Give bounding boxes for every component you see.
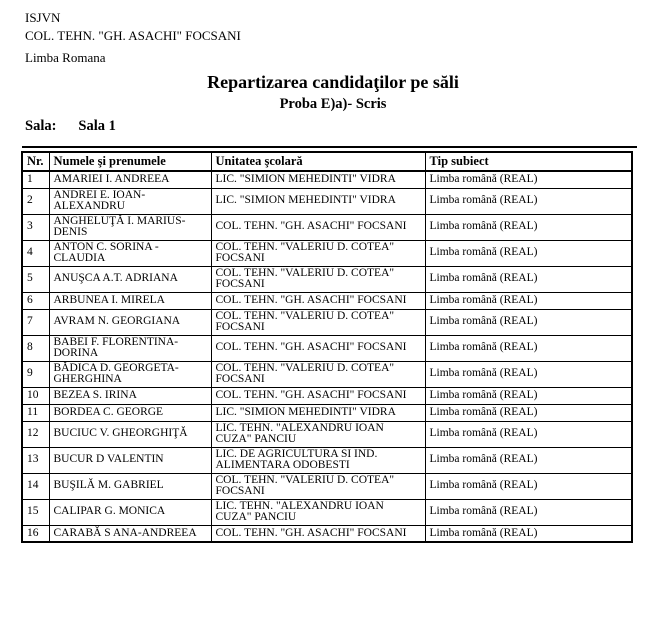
cell-nr: 7: [22, 309, 49, 335]
table-row: [22, 525, 632, 542]
column-header-school: Unitatea şcolară: [211, 152, 425, 171]
cell-subject: Limba română (REAL): [425, 404, 632, 421]
cell-subject: Limba română (REAL): [425, 499, 632, 525]
cell-name: BĂDICA D. GEORGETA-GHERGHINA: [49, 361, 211, 387]
cell-subject: Limba română (REAL): [425, 447, 632, 473]
cell-nr: 10: [22, 387, 49, 404]
table-row: [22, 214, 632, 240]
cell-school: COL. TEHN. "GH. ASACHI" FOCSANI: [211, 214, 425, 240]
cell-subject: Limba română (REAL): [425, 473, 632, 499]
cell-subject: Limba română (REAL): [425, 361, 632, 387]
cell-school: COL. TEHN. "VALERIU D. COTEA" FOCSANI: [211, 240, 425, 266]
cell-nr: 1: [22, 171, 49, 188]
cell-name: BORDEA C. GEORGE: [49, 404, 211, 421]
cell-school: COL. TEHN. "GH. ASACHI" FOCSANI: [211, 292, 425, 309]
cell-school: LIC. "SIMION MEHEDINTI" VIDRA: [211, 404, 425, 421]
column-header-name: Numele şi prenumele: [49, 152, 211, 171]
table-row: [22, 387, 632, 404]
cell-school: LIC. DE AGRICULTURA SI IND. ALIMENTARA ODOBESTI: [211, 447, 425, 473]
cell-subject: Limba română (REAL): [425, 240, 632, 266]
org-name-school: COL. TEHN. "GH. ASACHI" FOCSANI: [25, 28, 241, 43]
cell-school: COL. TEHN. "GH. ASACHI" FOCSANI: [211, 335, 425, 361]
table-row: [22, 188, 632, 214]
cell-nr: 13: [22, 447, 49, 473]
cell-school: COL. TEHN. "GH. ASACHI" FOCSANI: [211, 525, 425, 542]
table-body: [22, 171, 632, 542]
cell-nr: 9: [22, 361, 49, 387]
cell-school: LIC. "SIMION MEHEDINTI" VIDRA: [211, 188, 425, 214]
cell-nr: 5: [22, 266, 49, 292]
table-header-row: [22, 152, 632, 171]
cell-school: LIC. TEHN. "ALEXANDRU IOAN CUZA" PANCIU: [211, 499, 425, 525]
page-title: Repartizarea candidaţilor pe săli: [207, 72, 459, 92]
candidates-table: [21, 151, 633, 543]
cell-subject: Limba română (REAL): [425, 292, 632, 309]
cell-subject: Limba română (REAL): [425, 525, 632, 542]
cell-name: ANTON C. SORINA - CLAUDIA: [49, 240, 211, 266]
org-name-short: ISJVN: [25, 10, 61, 25]
cell-nr: 6: [22, 292, 49, 309]
cell-subject: Limba română (REAL): [425, 387, 632, 404]
cell-name: ARBUNEA I. MIRELA: [49, 292, 211, 309]
cell-name: BABEI F. FLORENTINA-DORINA: [49, 335, 211, 361]
cell-school: COL. TEHN. "VALERIU D. COTEA" FOCSANI: [211, 266, 425, 292]
cell-subject: Limba română (REAL): [425, 309, 632, 335]
cell-school: COL. TEHN. "VALERIU D. COTEA" FOCSANI: [211, 473, 425, 499]
cell-subject: Limba română (REAL): [425, 335, 632, 361]
cell-nr: 14: [22, 473, 49, 499]
cell-subject: Limba română (REAL): [425, 214, 632, 240]
page-subtitle: Proba E)a)- Scris: [279, 96, 387, 112]
cell-nr: 11: [22, 404, 49, 421]
table-row: [22, 266, 632, 292]
cell-nr: 8: [22, 335, 49, 361]
cell-nr: 2: [22, 188, 49, 214]
cell-name: BUCIUC V. GHEORGHIŢĂ: [49, 421, 211, 447]
cell-name: ANUŞCA A.T. ADRIANA: [49, 266, 211, 292]
table-row: [22, 473, 632, 499]
cell-school: COL. TEHN. "GH. ASACHI" FOCSANI: [211, 387, 425, 404]
cell-name: BUŞILĂ M. GABRIEL: [49, 473, 211, 499]
cell-nr: 4: [22, 240, 49, 266]
org-block: [25, 9, 241, 67]
cell-name: ANDREI E. IOAN-ALEXANDRU: [49, 188, 211, 214]
room-value: Sala 1: [78, 118, 116, 134]
cell-nr: 16: [22, 525, 49, 542]
cell-name: ANGHELUŢĂ I. MARIUS-DENIS: [49, 214, 211, 240]
header-divider: [22, 146, 637, 148]
table-row: [22, 421, 632, 447]
doc-language: Limba Romana: [25, 50, 106, 65]
cell-name: BUCUR D VALENTIN: [49, 447, 211, 473]
cell-nr: 15: [22, 499, 49, 525]
room-row: [25, 118, 116, 135]
cell-school: LIC. TEHN. "ALEXANDRU IOAN CUZA" PANCIU: [211, 421, 425, 447]
cell-subject: Limba română (REAL): [425, 421, 632, 447]
column-header-subject: Tip subiect: [425, 152, 632, 171]
table-row: [22, 361, 632, 387]
cell-nr: 12: [22, 421, 49, 447]
cell-name: AMARIEI I. ANDREEA: [49, 171, 211, 188]
column-header-nr: Nr.: [22, 152, 49, 171]
cell-name: BEZEA S. IRINA: [49, 387, 211, 404]
cell-subject: Limba română (REAL): [425, 188, 632, 214]
room-label: Sala:: [25, 118, 57, 134]
cell-school: LIC. "SIMION MEHEDINTI" VIDRA: [211, 171, 425, 188]
table-row: [22, 447, 632, 473]
table-row: [22, 292, 632, 309]
table-row: [22, 335, 632, 361]
table-row: [22, 171, 632, 188]
cell-school: COL. TEHN. "VALERIU D. COTEA" FOCSANI: [211, 309, 425, 335]
table-row: [22, 240, 632, 266]
cell-subject: Limba română (REAL): [425, 171, 632, 188]
cell-name: AVRAM N. GEORGIANA: [49, 309, 211, 335]
cell-name: CALIPAR G. MONICA: [49, 499, 211, 525]
cell-school: COL. TEHN. "VALERIU D. COTEA" FOCSANI: [211, 361, 425, 387]
cell-name: CARABĂ S ANA-ANDREEA: [49, 525, 211, 542]
table-row: [22, 404, 632, 421]
cell-nr: 3: [22, 214, 49, 240]
cell-subject: Limba română (REAL): [425, 266, 632, 292]
table-row: [22, 309, 632, 335]
table-row: [22, 499, 632, 525]
